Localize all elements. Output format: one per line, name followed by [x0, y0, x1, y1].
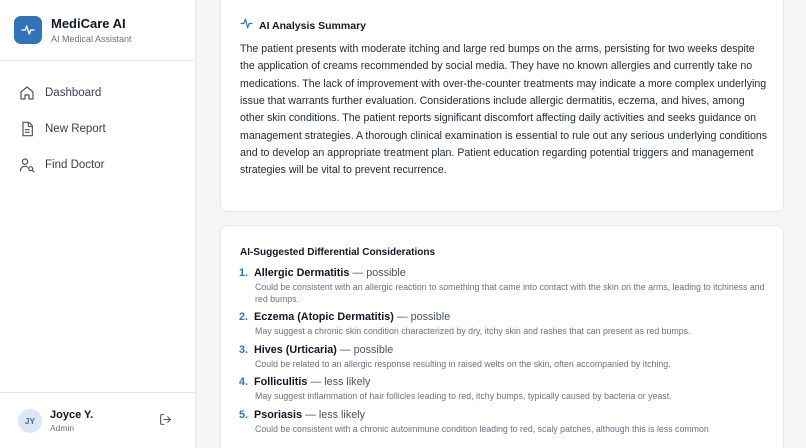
sidebar-nav: [0, 61, 195, 183]
item-number: 3.: [239, 343, 249, 356]
condition-description: Could be consistent with a chronic autoimmune condition leading to red, scaly patches, although this is less common: [255, 423, 709, 434]
separator: —: [396, 311, 408, 324]
brand-header: [0, 0, 195, 61]
list-item: [239, 310, 769, 338]
sidebar-item-find-doctor[interactable]: [0, 147, 195, 183]
condition-name: Allergic Dermatitis: [254, 267, 350, 279]
likelihood: less likely: [324, 376, 371, 389]
list-item: [239, 266, 769, 305]
home-icon: [18, 85, 35, 102]
user-role: Admin: [50, 422, 75, 433]
item-number: 4.: [239, 376, 249, 389]
app-title: MediCare AI: [51, 16, 126, 31]
summary-title: AI Analysis Summary: [259, 20, 366, 32]
separator: —: [305, 408, 316, 421]
likelihood: possible: [353, 343, 394, 356]
condition-description: Could be related to an allergic response resulting in raised welts on the skin, often accompanied by itching.: [255, 358, 671, 369]
sidebar-item-dashboard[interactable]: [0, 75, 195, 111]
avatar: JY: [18, 409, 42, 433]
activity-icon: [240, 17, 253, 35]
user-search-icon: [18, 157, 35, 174]
sidebar-item-label: Dashboard: [45, 87, 102, 99]
separator: —: [310, 376, 322, 389]
differential-card: [220, 225, 784, 448]
sidebar: [0, 0, 196, 448]
sidebar-item-label: Find Doctor: [45, 159, 105, 171]
condition-name: Folliculitis: [254, 376, 308, 389]
analysis-summary-card: [220, 0, 784, 212]
condition-name: Eczema (Atopic Dermatitis): [254, 311, 394, 324]
condition-description: May suggest a chronic skin condition characterized by dry, itchy skin and rashes that can present as red bumps.: [255, 326, 691, 337]
separator: —: [352, 267, 364, 279]
item-number: 2.: [239, 311, 249, 324]
logout-icon[interactable]: [159, 413, 172, 426]
condition-name: Psoriasis: [254, 408, 303, 421]
sidebar-item-label: New Report: [45, 123, 106, 135]
item-number: 5.: [239, 408, 249, 421]
user-name: Joyce Y.: [50, 408, 94, 421]
condition-description: Could be consistent with an allergic reaction to something that came into contact with the skin on the arms, leading to itchiness and red bumps.: [255, 282, 765, 304]
list-item: [239, 375, 769, 403]
user-profile: [0, 392, 196, 448]
sidebar-item-new-report[interactable]: [0, 111, 195, 147]
differential-list: [239, 266, 769, 441]
document-icon: [18, 121, 35, 138]
separator: —: [339, 343, 351, 356]
likelihood: less likely: [318, 408, 366, 421]
condition-name: Hives (Urticaria): [254, 343, 337, 356]
list-item: [239, 343, 769, 371]
condition-description: May suggest inflammation of hair follicles leading to red, itchy bumps, typically caused by bacteria or yeast.: [255, 391, 672, 402]
summary-text: The patient presents with moderate itching and large red bumps on the arms, persisting for two weeks despite the application of creams recommended by social media. They have no known allergies and currently take no medications. The lack of improvement with over-the-counter treatments may indicate a more complex underlying issue that warrants further evaluation. Considerations include allergic dermatitis, eczema, and hives, among other skin conditions. The patient reports significant discomfort affecting daily activities and seeks guidance on management strategies. A thorough clinical examination is essential to rule out any serious underlying conditions and to develop an appropriate treatment plan. Patient education regarding potential triggers and management strategies will be vital to prevent recurrence.: [240, 43, 768, 177]
differential-title: AI-Suggested Differential Considerations: [240, 247, 436, 258]
list-item: [239, 408, 769, 436]
item-number: 1.: [239, 267, 249, 279]
likelihood: possible: [410, 311, 451, 324]
app-subtitle: AI Medical Assistant: [51, 34, 132, 44]
likelihood: possible: [366, 267, 406, 279]
activity-icon: [14, 16, 42, 44]
